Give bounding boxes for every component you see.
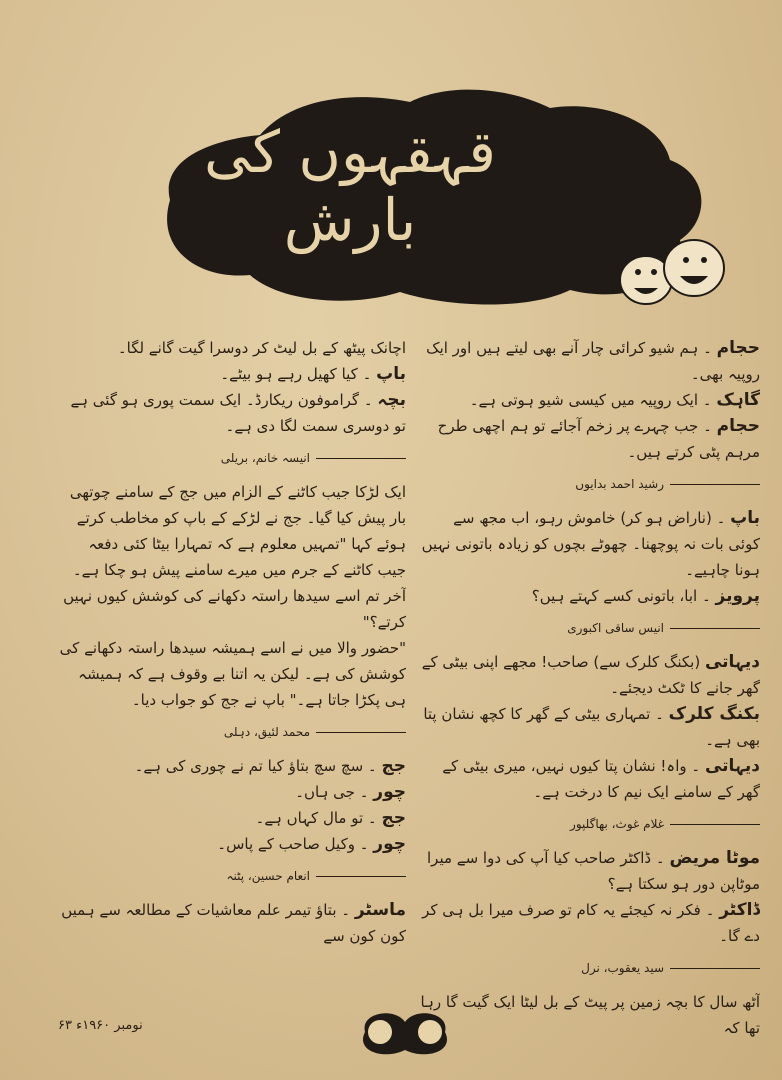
credit-rule: [316, 876, 406, 877]
credit-name: انیسہ خانم، بریلی: [220, 451, 310, 465]
dialogue-line: دیہاتی ۔ واہ! نشان پتا کیوں نہیں، میری بیٹی کے گھر کے سامنے ایک نیم کا درخت ہے۔: [442, 756, 760, 801]
speaker-label: چور: [373, 782, 406, 802]
narration-line: [58, 635, 406, 713]
credit-rule: [670, 628, 760, 629]
right-column: [420, 335, 760, 1041]
speaker-label: حجام: [716, 416, 760, 436]
dialogue-text: ایک لڑکا جیب کاٹنے کے الزام میں جج کے سامنے چوتھی بار پیش کیا گیا۔ جج نے لڑکے کے باپ کو مخاطب کرتے ہوئے کہا "تمہیں معلوم ہے کہ تمہارا بیٹا کئی دفعہ جیب کاٹنے کے جرم میں میرے سامنے پیش ہو چکا ہے۔ آخر تم اسے سیدھا راستہ دکھانے کی کوشش کیوں نہیں کرتے؟": [63, 483, 406, 631]
dialogue-line: ماسٹر ۔ بتاؤ تیمر علم معاشیات کے مطالعہ سے ہمیں کون کون سے: [61, 900, 406, 945]
dialogue-line: حجام ۔ ہم شیو کرائی چار آنے بھی لیتے ہیں اور ایک روپیہ بھی۔: [426, 338, 760, 383]
dialogue-text: "حضور والا میں نے اسے ہمیشہ سیدھا راستہ دکھانے کی کوشش کی ہے۔ لیکن یہ اتنا بے وقوف ہے کہ ہمیشہ ہی پکڑا جاتا ہے۔" باپ نے جج کو جواب دیا۔: [59, 639, 406, 709]
dialogue-line: موٹا مریض ۔ ڈاکٹر صاحب کیا آپ کی دوا سے میرا موٹاپن دور ہو سکتا ہے؟: [427, 848, 760, 893]
credit-rule: [670, 968, 760, 969]
credit-rule: [670, 484, 760, 485]
dialogue-text: ڈاکٹر صاحب کیا آپ کی دوا سے میرا موٹاپن دور ہو سکتا ہے؟: [427, 849, 760, 893]
dialogue-text: وکیل صاحب کے پاس۔: [217, 835, 355, 853]
dialogue-text: فکر نہ کیجئے یہ کام تو صرف میرا بل ہی کر دے گا۔: [422, 901, 760, 945]
credit-name: سید یعقوب، نرل: [581, 961, 664, 975]
dialogue-line: پرویز ۔ ابا، باتونی کسے کہتے ہیں؟: [531, 586, 760, 606]
dialogue-line: باپ ۔ کیا کھیل رہے ہو بیٹے۔: [220, 364, 406, 384]
dialogue-text: آٹھ سال کا بچہ زمین پر پیٹ کے بل لیٹا ایک گیت گا رہا تھا کہ: [420, 993, 760, 1037]
dialogue-line: [420, 649, 760, 701]
narration-line: [420, 989, 760, 1041]
dialogue-line: چور ۔ وکیل صاحب کے پاس۔: [217, 834, 406, 854]
dialogue-line: چور ۔ جی ہاں۔: [295, 782, 406, 802]
footer-faces-logo: [345, 1002, 465, 1062]
speaker-label: دیہاتی: [704, 756, 760, 776]
dialogue-text: گراموفون ریکارڈ۔ ایک سمت پوری ہو گئی ہے تو دوسری سمت لگا دی ہے۔: [70, 391, 406, 435]
speaker-label: گاہک: [716, 390, 760, 410]
page-title: قہقہوں کی بارش: [204, 118, 496, 254]
dialogue-line: ڈاکٹر ۔ فکر نہ کیجئے یہ کام تو صرف میرا بل ہی کر دے گا۔: [422, 900, 760, 945]
dialogue-text: اچانک پیٹھ کے بل لیٹ کر دوسرا گیت گانے لگا۔: [117, 339, 406, 357]
dialogue-text: کیا کھیل رہے ہو بیٹے۔: [220, 365, 358, 383]
dialogue-text: بتاؤ تیمر علم معاشیات کے مطالعہ سے ہمیں کون کون سے: [61, 901, 406, 945]
dialogue-line: باپ ۔ (ناراض ہو کر) خاموش رہو، اب مجھ سے کوئی بات نہ پوچھنا۔ چھوٹے بچوں کو زیادہ باتونی نہیں ہونا چاہیے۔: [421, 508, 760, 579]
dialogue-text: ہم شیو کرائی چار آنے بھی لیتے ہیں اور ایک روپیہ بھی۔: [426, 339, 760, 383]
author-credit: [420, 955, 760, 981]
speaker-label: باپ: [730, 508, 760, 528]
dialogue-text: واہ! نشان پتا کیوں نہیں، میری بیٹی کے گھر کے سامنے ایک نیم کا درخت ہے۔: [442, 757, 760, 801]
laughing-faces-illustration: [608, 232, 734, 312]
dialogue-text: تمہاری بیٹی کے گھر کا کچھ نشان پتا بھی ہے۔: [423, 705, 760, 749]
author-credit: [420, 811, 760, 837]
credit-name: رشید احمد بدایوں: [575, 477, 664, 491]
dialogue-line: جج ۔ سچ سچ بتاؤ کیا تم نے چوری کی ہے۔: [134, 756, 406, 776]
speaker-label: پرویز: [715, 586, 760, 606]
dialogue-text: سچ سچ بتاؤ کیا تم نے چوری کی ہے۔: [134, 757, 364, 775]
credit-rule: [316, 458, 406, 459]
speaker-label: بچہ: [377, 390, 406, 410]
credit-name: انیس ساقی اکبوری: [567, 621, 664, 635]
speaker-label: حجام: [716, 338, 760, 358]
dialogue-text: (ناراض ہو کر) خاموش رہو، اب مجھ سے کوئی بات نہ پوچھنا۔ چھوٹے بچوں کو زیادہ باتونی نہیں ہونا چاہیے۔: [421, 509, 760, 579]
author-credit: [58, 719, 406, 745]
speaker-label: چور: [373, 834, 406, 854]
dialogue-text: ایک روپیہ میں کیسی شیو ہوتی ہے۔: [469, 391, 699, 409]
dialogue-line: بچہ ۔ گراموفون ریکارڈ۔ ایک سمت پوری ہو گئی ہے تو دوسری سمت لگا دی ہے۔: [70, 390, 406, 435]
dialogue-line: جج ۔ تو مال کہاں ہے۔: [255, 808, 406, 828]
dialogue-text: جی ہاں۔: [295, 783, 355, 801]
author-credit: [420, 615, 760, 641]
speaker-label: بکنگ کلرک: [668, 704, 760, 724]
credit-name: انعام حسین، پٹنہ: [226, 869, 310, 883]
dialogue-text: جب چہرے پر زخم آجائے تو ہم اچھی طرح مرہم پٹی کرتے ہیں۔: [437, 417, 760, 461]
credit-name: محمد لئیق، دہلی: [223, 725, 310, 739]
author-credit: [420, 471, 760, 497]
speaker-label: ڈاکٹر: [719, 900, 760, 920]
dialogue-text: تو مال کہاں ہے۔: [255, 809, 364, 827]
credit-name: غلام غوث، بھاگلپور: [570, 817, 664, 831]
page-footer-date: نومبر ۱۹۶۰ء ۶۳: [58, 1018, 143, 1033]
left-column: [58, 335, 406, 949]
speaker-label: باپ: [376, 364, 406, 384]
credit-rule: [670, 824, 760, 825]
speaker-label: جج: [381, 756, 406, 776]
author-credit: [58, 863, 406, 889]
speaker-label: جج: [381, 808, 406, 828]
dialogue-text: (بکنگ کلرک سے) صاحب! مجھے اپنی بیٹی کے گھر جانے کا ٹکٹ دیجئے۔: [421, 653, 760, 697]
dialogue-line: گاہک ۔ ایک روپیہ میں کیسی شیو ہوتی ہے۔: [469, 390, 760, 410]
author-credit: [58, 445, 406, 471]
dialogue-line: حجام ۔ جب چہرے پر زخم آجائے تو ہم اچھی طرح مرہم پٹی کرتے ہیں۔: [437, 416, 760, 461]
narration-line: [58, 479, 406, 635]
narration-line: [58, 335, 406, 361]
dialogue-line: بکنگ کلرک ۔ تمہاری بیٹی کے گھر کا کچھ نشان پتا بھی ہے۔: [423, 704, 760, 749]
speaker-label: دیہاتی: [704, 652, 760, 672]
dialogue-text: ابا، باتونی کسے کہتے ہیں؟: [531, 587, 698, 605]
credit-rule: [316, 732, 406, 733]
speaker-label: موٹا مریض: [669, 848, 760, 868]
speaker-label: ماسٹر: [354, 900, 406, 920]
